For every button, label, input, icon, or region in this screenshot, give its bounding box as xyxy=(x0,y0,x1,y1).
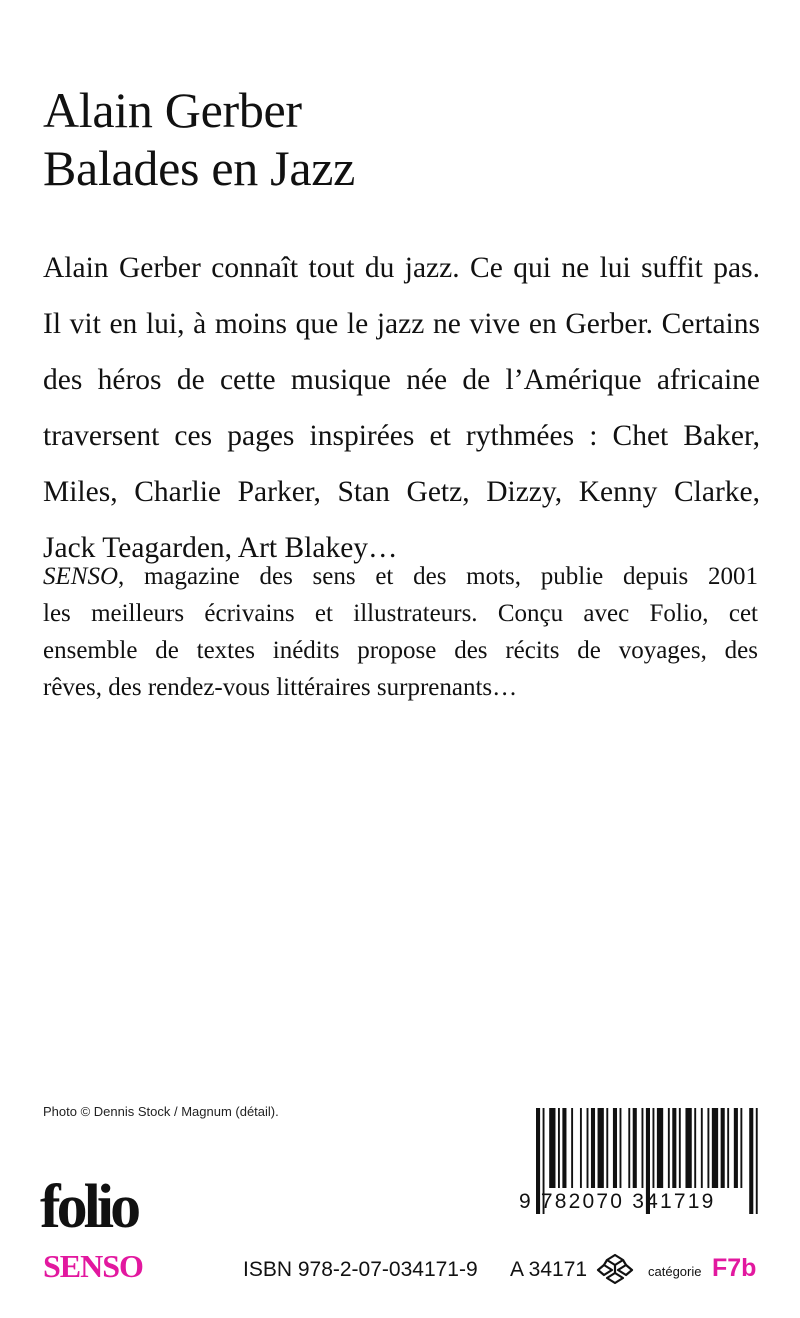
senso-line xyxy=(43,558,758,595)
category-label: catégorie xyxy=(648,1264,702,1279)
category-code: F7b xyxy=(712,1254,757,1282)
barcode-digits: 9 782070 341719 xyxy=(519,1190,716,1213)
barcode-bar xyxy=(549,1108,555,1188)
senso-line: les meilleurs écrivains et illustrateurs. Conçu avec Folio, cet xyxy=(43,600,758,627)
barcode-bar xyxy=(562,1108,566,1188)
back-cover-blurb xyxy=(43,240,760,576)
senso-logo: SENSO xyxy=(43,1248,143,1284)
barcode-bar xyxy=(613,1108,617,1188)
barcode-bar xyxy=(620,1108,622,1188)
barcode-bar xyxy=(707,1108,709,1188)
senso-italic: SENSO xyxy=(43,563,118,590)
barcode-bar xyxy=(694,1108,696,1188)
barcode-bar xyxy=(580,1108,582,1188)
barcode-bar xyxy=(734,1108,738,1188)
blurb-line: Miles, Charlie Parker, Stan Getz, Dizzy, Kenny Clarke, xyxy=(43,476,760,508)
barcode-bar xyxy=(628,1108,630,1188)
barcode-bar xyxy=(558,1108,560,1188)
barcode-bar xyxy=(591,1108,595,1188)
barcode-bar xyxy=(633,1108,637,1188)
folio-logo: folio xyxy=(40,1173,138,1241)
photo-credit: Photo © Dennis Stock / Magnum (détail). xyxy=(43,1104,279,1119)
barcode-bar xyxy=(685,1108,691,1188)
barcode-bar xyxy=(740,1108,742,1188)
barcode-bar xyxy=(571,1108,573,1188)
barcode-bar xyxy=(606,1108,608,1188)
blurb-line: Jack Teagarden, Art Blakey… xyxy=(43,532,398,564)
barcode-bar xyxy=(652,1108,654,1188)
book-author: Alain Gerber xyxy=(43,82,302,138)
barcode-bar xyxy=(657,1108,663,1188)
senso-line-rest: , magazine des sens et des mots, publie depuis 2001 xyxy=(118,563,758,590)
blurb-line: Il vit en lui, à moins que le jazz ne vive en Gerber. Certains xyxy=(43,308,760,340)
barcode-bar xyxy=(712,1108,718,1188)
barcode-bar xyxy=(587,1108,589,1188)
barcode-bar xyxy=(701,1108,703,1188)
blurb-line: traversent ces pages inspirées et rythmées : Chet Baker, xyxy=(43,420,760,452)
blurb-line: des héros de cette musique née de l’Amérique africaine xyxy=(43,364,760,396)
barcode-bar xyxy=(727,1108,729,1188)
isbn-number: ISBN 978-2-07-034171-9 xyxy=(243,1258,478,1281)
barcode-bar xyxy=(598,1108,604,1188)
barcode-bar xyxy=(721,1108,725,1188)
senso-description xyxy=(43,558,758,706)
barcode-bar xyxy=(672,1108,676,1188)
catalog-code: A 34171 xyxy=(510,1258,588,1281)
barcode-bar xyxy=(679,1108,681,1188)
barcode-bar xyxy=(642,1108,644,1188)
blurb-line: Alain Gerber connaît tout du jazz. Ce qui ne lui suffit pas. xyxy=(43,252,760,284)
book-title: Balades en Jazz xyxy=(43,140,356,196)
barcode-bar xyxy=(668,1108,670,1188)
senso-line: ensemble de textes inédits propose des récits de voyages, des xyxy=(43,637,758,664)
gallimard-icon xyxy=(596,1252,634,1286)
senso-line: rêves, des rendez-vous littéraires surprenants… xyxy=(43,674,518,701)
